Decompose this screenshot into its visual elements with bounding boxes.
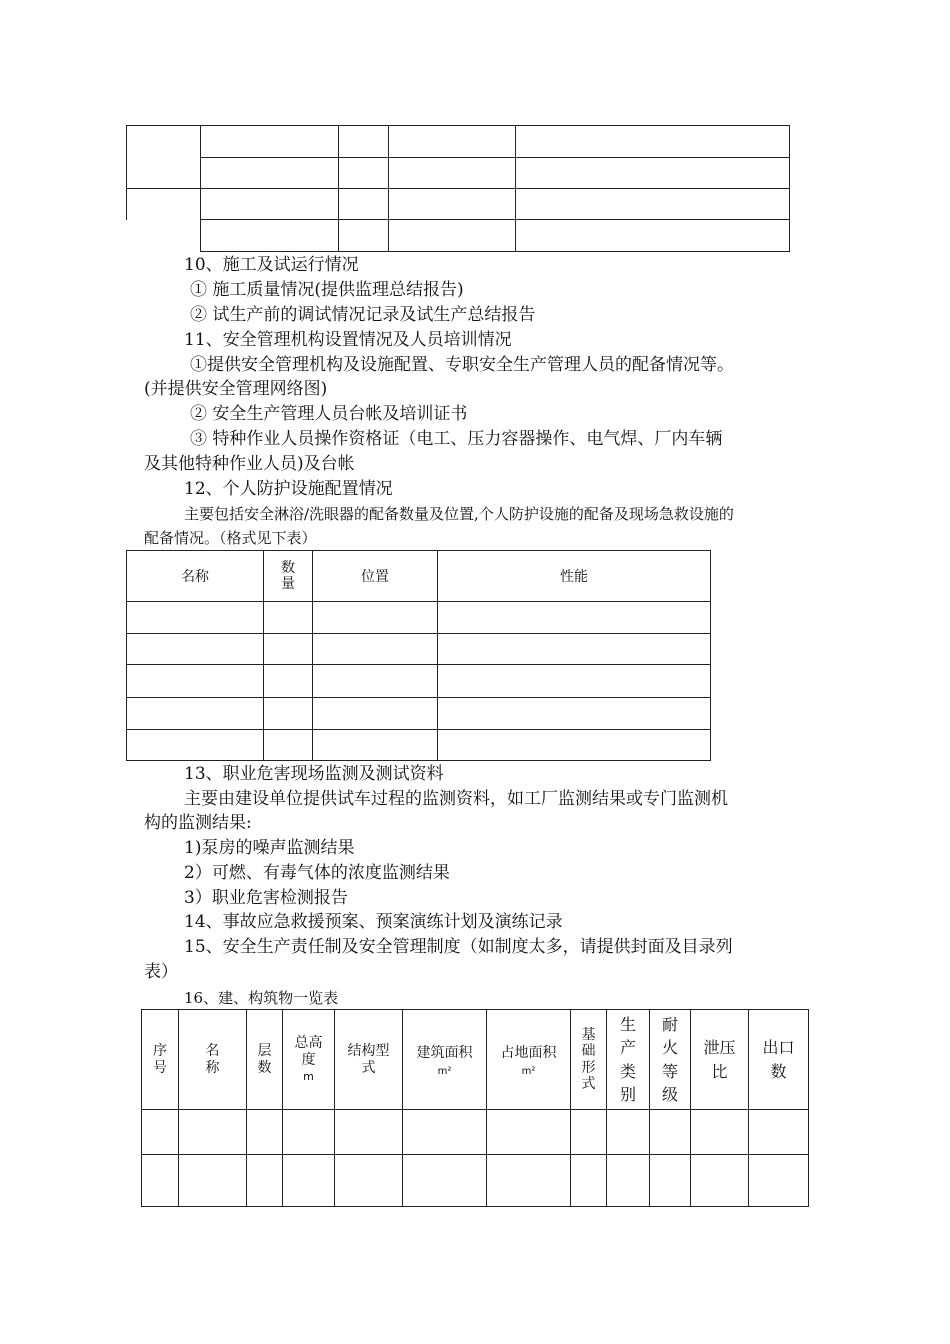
section-11-item-3-line-1: ③ 特种作业人员操作资格证（电工、压力容器操作、电气焊、厂内车辆 — [190, 429, 723, 449]
header-location: 位置 — [313, 551, 438, 602]
header-seq: 序号 — [142, 1010, 179, 1110]
header-performance: 性能 — [438, 551, 711, 602]
table-row — [127, 602, 711, 634]
table-row — [127, 220, 790, 252]
table-row — [127, 189, 790, 220]
table-row — [127, 126, 790, 158]
section-13-item-1: 1)泵房的噪声监测结果 — [184, 838, 355, 858]
table-header-row — [142, 1010, 809, 1110]
section-13-heading: 13、职业危害现场监测及测试资料 — [184, 764, 444, 784]
section-15-line-1: 15、安全生产责任制及安全管理制度（如制度太多，请提供封面及目录列 — [184, 937, 733, 957]
section-11-heading: 11、安全管理机构设置情况及人员培训情况 — [184, 330, 512, 350]
header-floors: 层数 — [247, 1010, 283, 1110]
table-row — [142, 1155, 809, 1207]
table-row — [142, 1110, 809, 1155]
section-10-item-2: ② 试生产前的调试情况记录及试生产总结报告 — [190, 305, 536, 325]
header-vent-ratio: 泄压比 — [691, 1010, 749, 1110]
table-row — [127, 158, 790, 189]
table-row — [127, 698, 711, 730]
section-16-heading: 16、建、构筑物一览表 — [184, 989, 339, 1007]
section-11-item-3-line-2: 及其他特种作业人员)及台帐 — [144, 454, 355, 474]
section-13-desc-line-1: 主要由建设单位提供试车过程的监测资料，如工厂监测结果或专门监测机 — [184, 789, 728, 809]
section-14-heading: 14、事故应急救援预案、预案演练计划及演练记录 — [184, 912, 563, 932]
header-name: 名称 — [179, 1010, 247, 1110]
table-header-row — [127, 551, 711, 602]
section-10-heading: 10、施工及试运行情况 — [184, 255, 359, 275]
section-12-heading: 12、个人防护设施配置情况 — [184, 479, 393, 499]
header-fire-rating: 耐火等级 — [650, 1010, 691, 1110]
section-11-item-1-line-2: (并提供安全管理网络图) — [144, 379, 328, 399]
ppe-table — [126, 550, 711, 761]
section-13-desc-line-2: 构的监测结果: — [144, 813, 252, 833]
section-11-item-2: ② 安全生产管理人员台帐及培训证书 — [190, 404, 468, 424]
section-11-item-1-line-1: ①提供安全管理机构及设施配置、专职安全生产管理人员的配备情况等。 — [190, 355, 734, 375]
section-12-desc-line-2: 配备情况。（格式见下表） — [144, 529, 317, 547]
table-row — [127, 665, 711, 698]
section-13-item-2: 2）可燃、有毒气体的浓度监测结果 — [184, 863, 450, 883]
table-row — [127, 634, 711, 665]
header-land-area: 占地面积 m² — [487, 1010, 571, 1110]
header-qty: 数量 — [264, 551, 313, 602]
top-table — [126, 125, 790, 252]
section-13-item-3: 3）职业危害检测报告 — [184, 888, 348, 908]
header-production-class: 生产类别 — [607, 1010, 650, 1110]
section-15-line-2: 表） — [144, 962, 178, 982]
header-structure: 结构型式 — [335, 1010, 403, 1110]
header-exits: 出口数 — [749, 1010, 809, 1110]
header-height: 总高度 m — [283, 1010, 335, 1110]
building-table — [141, 1009, 809, 1207]
header-foundation: 基础形式 — [571, 1010, 607, 1110]
section-10-item-1: ① 施工质量情况(提供监理总结报告) — [190, 280, 464, 300]
header-building-area: 建筑面积 m² — [403, 1010, 487, 1110]
section-12-desc-line-1: 主要包括安全淋浴/洗眼器的配备数量及位置,个人防护设施的配备及现场急救设施的 — [184, 505, 734, 523]
table-row — [127, 730, 711, 761]
header-name: 名称 — [127, 551, 264, 602]
